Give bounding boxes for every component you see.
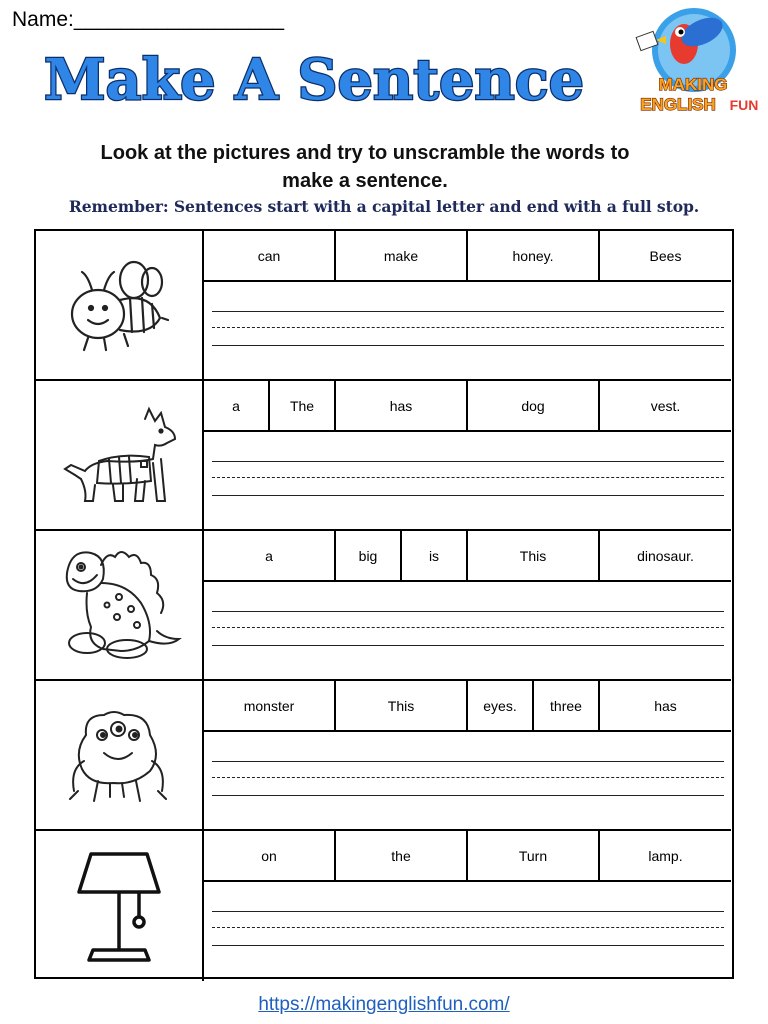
dinosaur-icon	[36, 531, 204, 681]
making-english-fun-logo	[622, 4, 764, 122]
svg-text:ENGLISH: ENGLISH	[640, 95, 716, 114]
word-bank	[204, 381, 731, 432]
exercise-row	[36, 831, 731, 981]
word-bank	[204, 831, 731, 882]
name-field-label: Name:__________________	[12, 8, 285, 31]
word-tile: has	[336, 381, 468, 430]
word-tile: dinosaur.	[637, 547, 694, 564]
writing-lines[interactable]	[204, 582, 731, 681]
word-tile: a	[204, 381, 270, 430]
svg-text:MAKING: MAKING	[658, 75, 728, 94]
word-tile: the	[336, 831, 468, 880]
word-bank	[204, 681, 731, 732]
word-tile: dog	[468, 381, 600, 430]
word-tile: has	[654, 697, 677, 714]
instructions	[40, 139, 690, 195]
word-tile: honey.	[468, 231, 600, 280]
word-tile: lamp.	[648, 847, 683, 864]
word-tile: is	[402, 531, 468, 580]
word-tile: on	[204, 831, 336, 880]
word-tile: This	[336, 681, 468, 730]
word-tile: big	[336, 531, 402, 580]
monster-icon	[36, 681, 204, 831]
footer-link-container	[0, 994, 768, 1016]
website-link[interactable]: https://makingenglishfun.com/	[258, 994, 510, 1015]
word-tile: Bees	[649, 247, 682, 264]
worksheet-title	[38, 44, 598, 124]
bee-icon	[36, 231, 204, 381]
word-tile: a	[204, 531, 336, 580]
word-tile: eyes.	[468, 681, 534, 730]
instruction-line-1: Look at the pictures and try to unscramble the words to	[100, 142, 630, 164]
word-tile: monster	[204, 681, 336, 730]
word-tile: make	[336, 231, 468, 280]
dog-icon	[36, 381, 204, 531]
exercise-row	[36, 681, 731, 831]
exercise-grid	[34, 229, 734, 979]
remember-note: Remember: Sentences start with a capital letter and end with a full stop.	[68, 197, 700, 216]
exercise-row	[36, 531, 731, 681]
exercise-row	[36, 381, 731, 531]
svg-text:FUN: FUN	[729, 97, 759, 113]
word-tile: Turn	[468, 831, 600, 880]
word-tile: This	[468, 531, 600, 580]
writing-lines[interactable]	[204, 432, 731, 531]
exercise-row	[36, 231, 731, 381]
word-bank	[204, 231, 731, 282]
title-text: Make A Sentence	[44, 47, 584, 113]
word-bank	[204, 531, 731, 582]
writing-lines[interactable]	[204, 282, 731, 381]
word-tile: The	[270, 381, 336, 430]
instruction-line-2: make a sentence.	[282, 170, 448, 192]
writing-lines[interactable]	[204, 882, 731, 981]
lamp-icon	[36, 831, 204, 981]
word-tile: can	[204, 231, 336, 280]
writing-lines[interactable]	[204, 732, 731, 831]
word-tile: vest.	[650, 397, 681, 414]
word-tile: three	[534, 681, 600, 730]
